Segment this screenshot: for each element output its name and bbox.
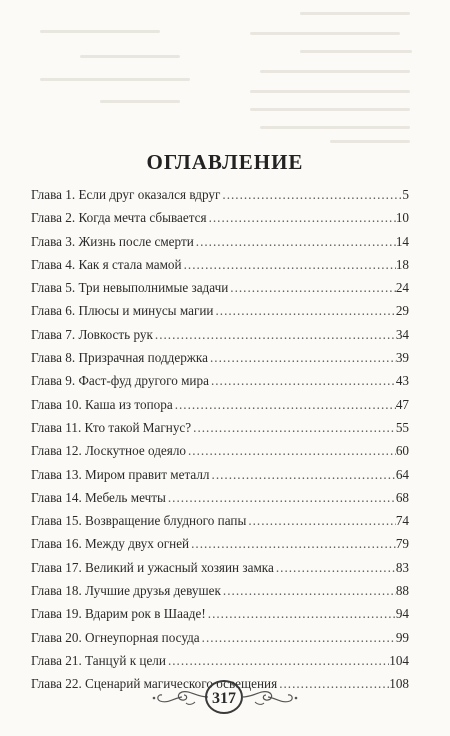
toc-entry-label: Глава 4. Как я стала мамой [31,256,182,272]
toc-entry-label: Глава 15. Возвращение блудного папы [31,513,247,529]
toc-entry-page: 68 [395,489,409,505]
toc-entry-label: Глава 5. Три невыполнимые задачи [31,280,229,296]
page-footer [0,678,450,718]
toc-leader-dots [208,346,396,369]
toc-leader-dots [186,439,396,462]
toc-entry-page: 10 [395,210,409,226]
toc-leader-dots [182,253,396,276]
toc-entry [31,486,409,509]
toc-entry [31,323,409,346]
toc-entry-page: 39 [395,350,409,366]
toc-entry [31,346,409,369]
toc-leader-dots [206,602,396,625]
toc-entry-label: Глава 13. Миром правит металл [31,466,210,482]
toc-entry-page: 74 [395,513,409,529]
ornament-left-icon [150,686,210,708]
toc-entry [31,299,409,322]
toc-entry-label: Глава 16. Между двух огней [31,536,190,552]
toc-entry [31,230,409,253]
toc-entry-page: 79 [395,536,409,552]
toc-leader-dots [207,206,396,229]
toc-entry-page: 99 [395,629,409,645]
toc-entry [31,532,409,555]
toc-entry-page: 60 [395,443,409,459]
toc-entry [31,183,409,206]
toc-entry-page: 104 [389,652,409,668]
toc-entry-label: Глава 6. Плюсы и минусы магии [31,303,214,319]
toc-leader-dots [274,556,396,579]
toc-entry-page: 47 [395,396,409,412]
toc-entry-label: Глава 17. Великий и ужасный хозяин замка [31,559,274,575]
toc-entry-page: 83 [395,559,409,575]
toc-leader-dots [153,323,396,346]
toc-entry-page: 64 [395,466,409,482]
toc-leader-dots [166,649,389,672]
toc-entry-label: Глава 22. Сценарий магического освещения [31,676,278,692]
toc-leader-dots [213,299,395,322]
toc-entry-page: 108 [389,676,409,692]
toc-leader-dots [194,230,396,253]
toc-entry-label: Глава 14. Мебель мечты [31,489,166,505]
toc-entry [31,626,409,649]
toc-leader-dots [246,509,396,532]
toc-entry [31,439,409,462]
toc-entry-label: Глава 21. Танцуй к цели [31,652,166,668]
toc-entry [31,649,409,672]
toc-entry-page: 88 [395,583,409,599]
toc-entry-page: 18 [395,256,409,272]
toc-entry [31,393,409,416]
toc-entry [31,276,409,299]
page-number: 317 [205,680,243,714]
ornament-right-icon [240,686,300,708]
toc-entry [31,556,409,579]
toc-entry [31,253,409,276]
toc-leader-dots [200,626,396,649]
toc-entry-label: Глава 8. Призрачная поддержка [31,350,208,366]
toc-entry-page: 34 [395,326,409,342]
toc-entry [31,463,409,486]
toc-entry-page: 43 [395,373,409,389]
toc-entry-label: Глава 18. Лучшие друзья девушек [31,583,221,599]
toc-entry-page: 24 [395,280,409,296]
toc-entry-label: Глава 10. Каша из топора [31,396,173,412]
toc-entry-page: 14 [395,233,409,249]
toc-entry [31,416,409,439]
toc-entry-page: 94 [395,606,409,622]
toc-entry-label: Глава 3. Жизнь после смерти [31,233,194,249]
toc-entry-page: 55 [395,419,409,435]
toc-entry-label: Глава 11. Кто такой Магнус? [31,419,192,435]
toc-leader-dots [220,183,402,206]
toc-entry-label: Глава 9. Фаст-фуд другого мира [31,373,209,389]
table-of-contents [31,183,409,696]
toc-leader-dots [228,276,396,299]
toc-entry-label: Глава 2. Когда мечта сбывается [31,210,207,226]
toc-entry [31,369,409,392]
toc-entry-page: 5 [402,187,409,202]
toc-entry [31,509,409,532]
toc-entry [31,602,409,625]
toc-entry-label: Глава 7. Ловкость рук [31,326,153,342]
toc-entry [31,579,409,602]
toc-leader-dots [221,579,396,602]
toc-entry-label: Глава 12. Лоскутное одеяло [31,443,186,459]
toc-entry-label: Глава 1. Если друг оказался вдруг [31,187,221,202]
toc-entry-label: Глава 19. Вдарим рок в Шааде! [31,606,206,622]
toc-leader-dots [191,416,396,439]
toc-leader-dots [166,486,396,509]
toc-leader-dots [189,532,396,555]
toc-title: ОГЛАВЛЕНИЕ [146,150,304,174]
toc-leader-dots [210,463,396,486]
toc-leader-dots [173,393,396,416]
toc-entry-label: Глава 20. Огнеупорная посуда [31,629,200,645]
toc-entry-page: 29 [395,303,409,319]
toc-leader-dots [209,369,396,392]
bleed-through-text [0,0,450,145]
toc-entry [31,206,409,229]
